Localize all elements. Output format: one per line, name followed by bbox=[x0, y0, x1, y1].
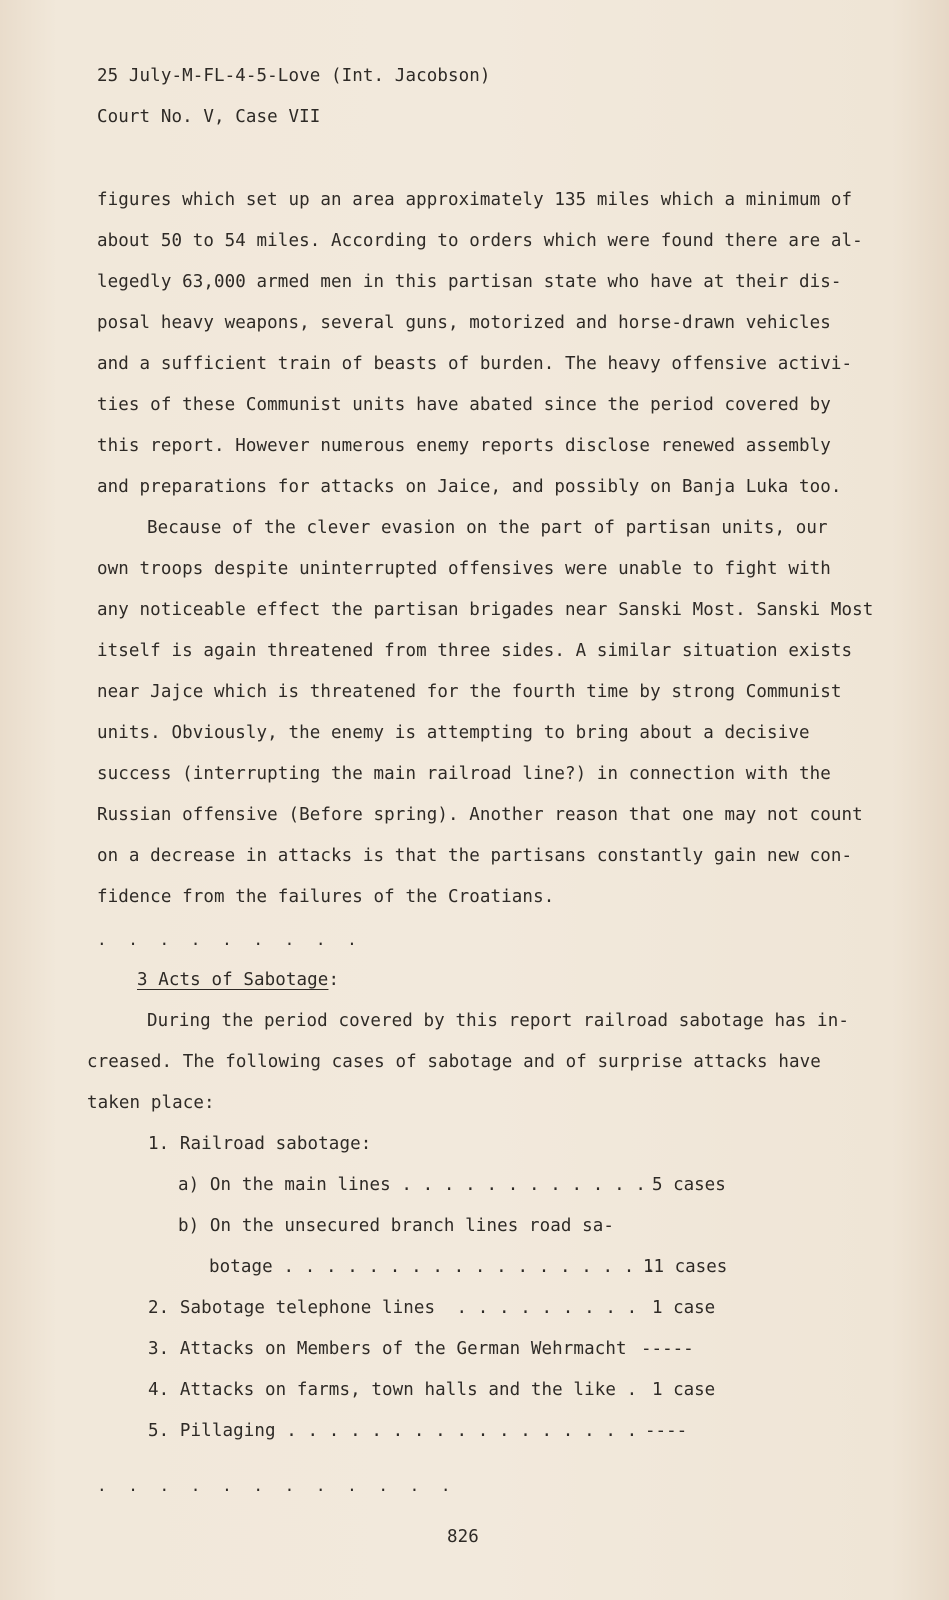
text-line: figures which set up an area approximately 135 miles which a minimum of bbox=[97, 190, 853, 210]
section-heading bbox=[137, 970, 339, 990]
ellipsis-separator: . . . . . . . . . bbox=[97, 930, 363, 949]
list-item-value: 11 cases bbox=[643, 1257, 728, 1277]
section-heading-text: 3 Acts of Sabotage bbox=[137, 970, 329, 990]
text-line: Because of the clever evasion on the part of partisan units, our bbox=[147, 518, 828, 538]
list-item-label: 5. Pillaging . . . . . . . . . . . . . . . . . bbox=[148, 1421, 638, 1441]
list-item-label: 2. Sabotage telephone lines . . . . . . . . . bbox=[148, 1298, 638, 1318]
text-line: During the period covered by this report railroad sabotage has in- bbox=[147, 1011, 849, 1031]
text-line: own troops despite uninterrupted offensives were unable to fight with bbox=[97, 559, 831, 579]
text-line: legedly 63,000 armed men in this partisan state who have at their dis- bbox=[97, 272, 842, 292]
list-item-value: 1 case bbox=[652, 1380, 716, 1400]
text-line: taken place: bbox=[87, 1093, 215, 1113]
list-item-value: 5 cases bbox=[652, 1175, 726, 1195]
text-line: success (interrupting the main railroad line?) in connection with the bbox=[97, 764, 831, 784]
list-item-label: 3. Attacks on Members of the German Wehrmacht bbox=[148, 1339, 627, 1359]
text-line: creased. The following cases of sabotage and of surprise attacks have bbox=[87, 1052, 821, 1072]
text-line: posal heavy weapons, several guns, motorized and horse-drawn vehicles bbox=[97, 313, 831, 333]
text-line: about 50 to 54 miles. According to orders which were found there are al- bbox=[97, 231, 863, 251]
list-item-label: a) On the main lines . . . . . . . . . . . . bbox=[178, 1175, 646, 1195]
list-item-value: ---- bbox=[645, 1421, 688, 1441]
ellipsis-separator: . . . . . . . . . . . . bbox=[97, 1476, 457, 1495]
text-line: itself is again threatened from three sides. A similar situation exists bbox=[97, 641, 853, 661]
header-line-2: Court No. V, Case VII bbox=[97, 107, 321, 127]
text-line: near Jajce which is threatened for the fourth time by strong Communist bbox=[97, 682, 842, 702]
text-line: fidence from the failures of the Croatians. bbox=[97, 887, 555, 907]
list-item-value: 1 case bbox=[652, 1298, 716, 1318]
list-item-label: botage . . . . . . . . . . . . . . . . . . bbox=[209, 1257, 656, 1277]
section-heading-colon: : bbox=[328, 970, 340, 990]
list-item-label: 4. Attacks on farms, town halls and the like . bbox=[148, 1380, 638, 1400]
list-item-value: ----- bbox=[641, 1339, 694, 1359]
list-item-label: b) On the unsecured branch lines road sa- bbox=[178, 1216, 615, 1236]
text-line: units. Obviously, the enemy is attempting to bring about a decisive bbox=[97, 723, 810, 743]
text-line: any noticeable effect the partisan brigades near Sanski Most. Sanski Most bbox=[97, 600, 874, 620]
text-line: on a decrease in attacks is that the partisans constantly gain new con- bbox=[97, 846, 853, 866]
text-line: ties of these Communist units have abated since the period covered by bbox=[97, 395, 831, 415]
text-line: and a sufficient train of beasts of burden. The heavy offensive activi- bbox=[97, 354, 853, 374]
list-item-label: 1. Railroad sabotage: bbox=[148, 1134, 372, 1154]
text-line: Russian offensive (Before spring). Another reason that one may not count bbox=[97, 805, 863, 825]
text-line: this report. However numerous enemy reports disclose renewed assembly bbox=[97, 436, 831, 456]
text-line: and preparations for attacks on Jaice, and possibly on Banja Luka too. bbox=[97, 477, 842, 497]
header-line-1: 25 July-M-FL-4-5-Love (Int. Jacobson) bbox=[97, 66, 491, 86]
page-number: 826 bbox=[447, 1527, 479, 1547]
